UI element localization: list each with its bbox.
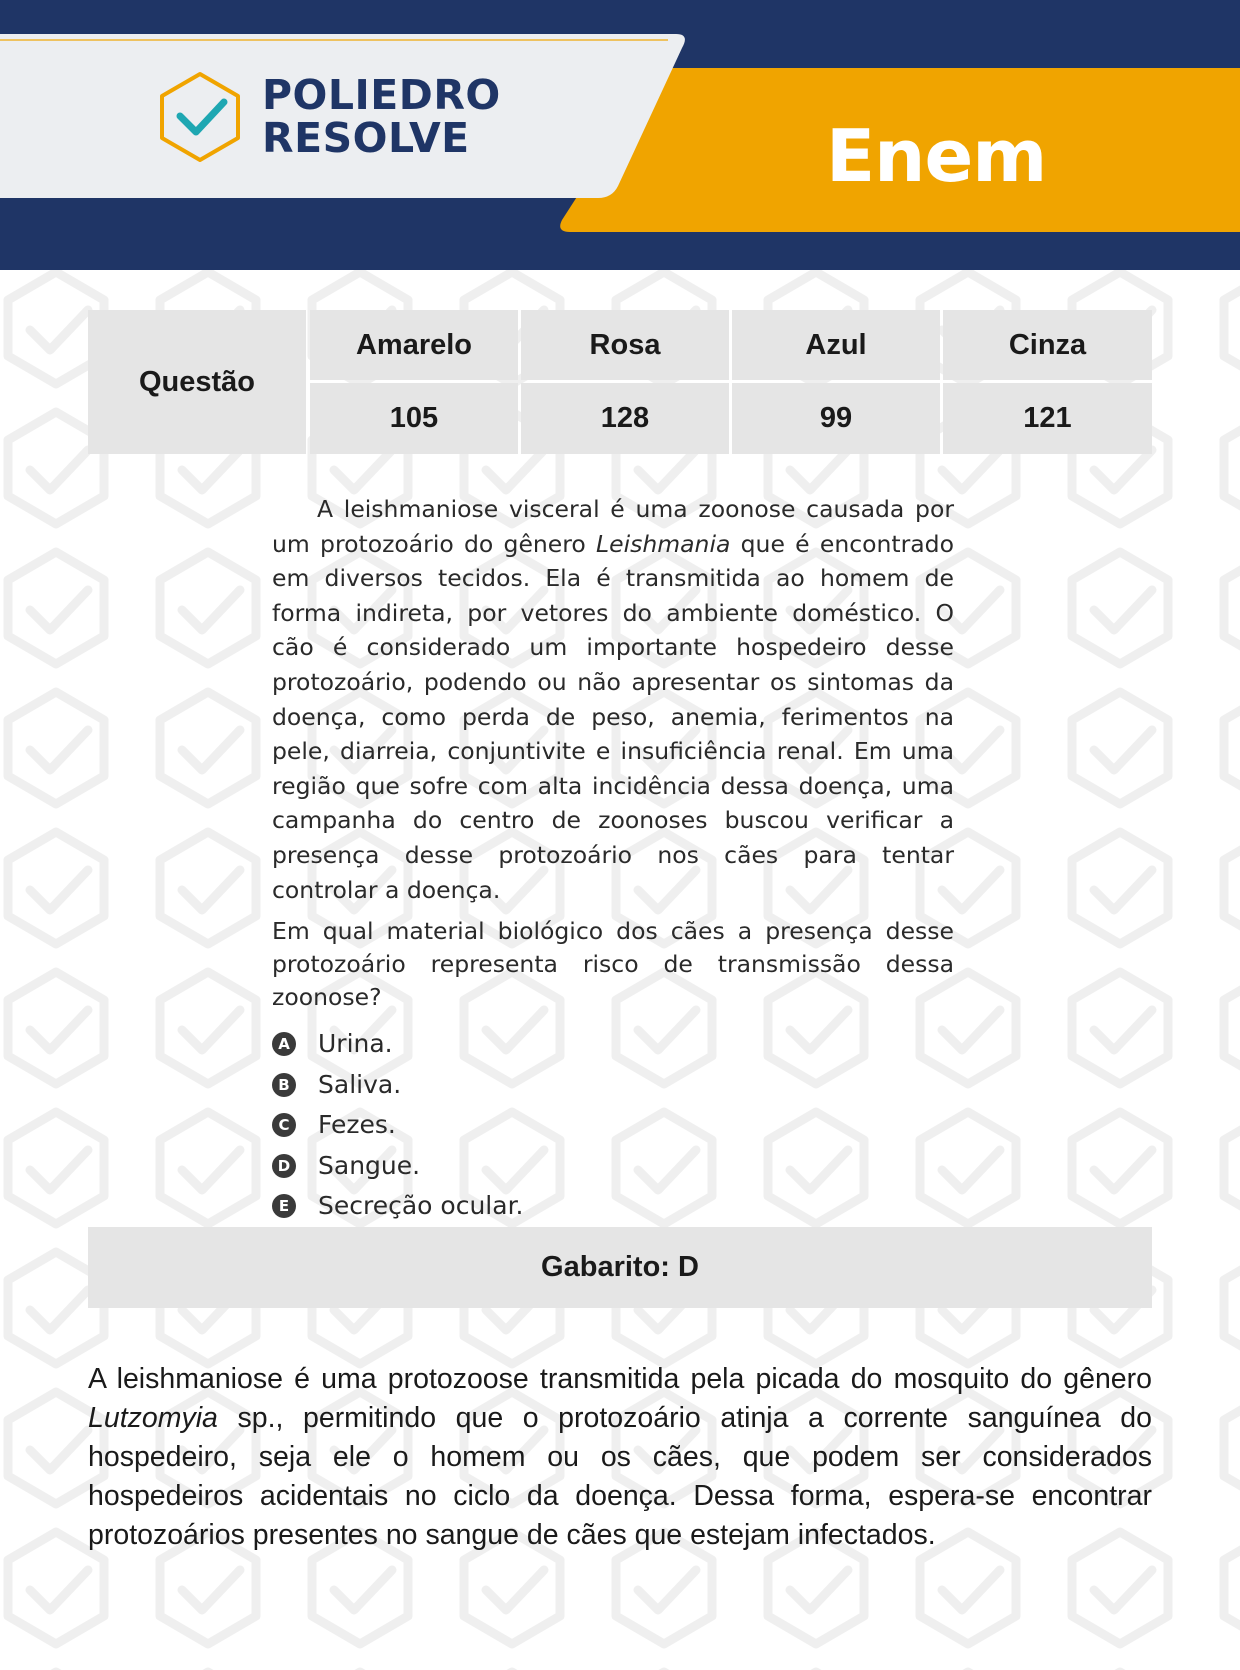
option-a-badge: A	[272, 1032, 296, 1056]
table-header-rosa: Rosa	[521, 310, 729, 380]
logo-line-1: POLIEDRO	[262, 71, 501, 119]
logo-wordmark	[262, 71, 501, 162]
option-b[interactable]	[272, 1065, 954, 1106]
question-text	[272, 492, 954, 907]
genus-name: Leishmania	[596, 529, 731, 558]
option-a[interactable]	[272, 1024, 954, 1065]
exam-title: Enem	[826, 114, 1047, 198]
explanation-part-2: sp., permitindo que o protozoário atinja a corrente sanguínea do hospedeiro, seja ele o homem ou os cães, que podem ser considerados hospedeiros acidentais no ciclo da doença. Dessa forma, espera-se encontrar protozoários presentes no sangue de cães que estejam infectados.	[88, 1401, 1152, 1551]
header-banner	[0, 0, 1240, 270]
option-e-text: Secreção ocular.	[318, 1191, 524, 1221]
vector-genus-name: Lutzomyia	[88, 1401, 218, 1434]
table-cell-cinza: 121	[943, 383, 1152, 454]
table-cell-rosa: 128	[521, 383, 729, 454]
table-header-amarelo: Amarelo	[310, 310, 518, 380]
question-prompt: Em qual material biológico dos cães a presença desse protozoário representa risco de transmissão dessa zoonose?	[272, 917, 954, 1012]
option-c-text: Fezes.	[318, 1110, 396, 1140]
table-cell-azul: 99	[732, 383, 940, 454]
table-cell-amarelo: 105	[310, 383, 518, 454]
table-row-label: Questão	[88, 310, 306, 454]
page-header	[0, 0, 1240, 270]
option-d[interactable]	[272, 1146, 954, 1187]
option-c-badge: C	[272, 1113, 296, 1137]
logo-line-2: RESOLVE	[262, 114, 470, 162]
option-b-badge: B	[272, 1073, 296, 1097]
option-e-badge: E	[272, 1194, 296, 1218]
table-header-cinza: Cinza	[943, 310, 1152, 380]
question-body	[272, 492, 954, 1227]
option-e[interactable]	[272, 1186, 954, 1227]
table-header-azul: Azul	[732, 310, 940, 380]
explanation-text	[88, 1360, 1152, 1555]
option-b-text: Saliva.	[318, 1069, 402, 1099]
explanation-part-1: A leishmaniose é uma protozoose transmitida pela picada do mosquito do gênero	[88, 1363, 1152, 1395]
option-c[interactable]	[272, 1105, 954, 1146]
answer-options	[272, 1024, 954, 1227]
answer-key-banner: Gabarito: D	[88, 1227, 1152, 1308]
question-text-part-1: A leishmaniose visceral é uma zoonose causada por um protozoário do gênero	[272, 495, 954, 558]
question-number-table	[88, 310, 1152, 454]
option-a-text: Urina.	[318, 1029, 393, 1059]
option-d-badge: D	[272, 1154, 296, 1178]
question-text-part-2: que é encontrado em diversos tecidos. Ela é transmitida ao homem de forma indireta, por vetores do ambiente doméstico. O cão é considerado um importante hospedeiro desse protozoário, podendo ou não apresentar os sintomas da doença, como perda de peso, anemia, ferimentos na pele, diarreia, conjuntivite e insuficiência renal. Em uma região que sofre com alta incidência dessa doença, uma campanha do centro de zoonoses buscou verificar a presença desse protozoário nos cães para tentar controlar a doença.	[272, 529, 954, 904]
option-d-text: Sangue.	[318, 1150, 421, 1180]
